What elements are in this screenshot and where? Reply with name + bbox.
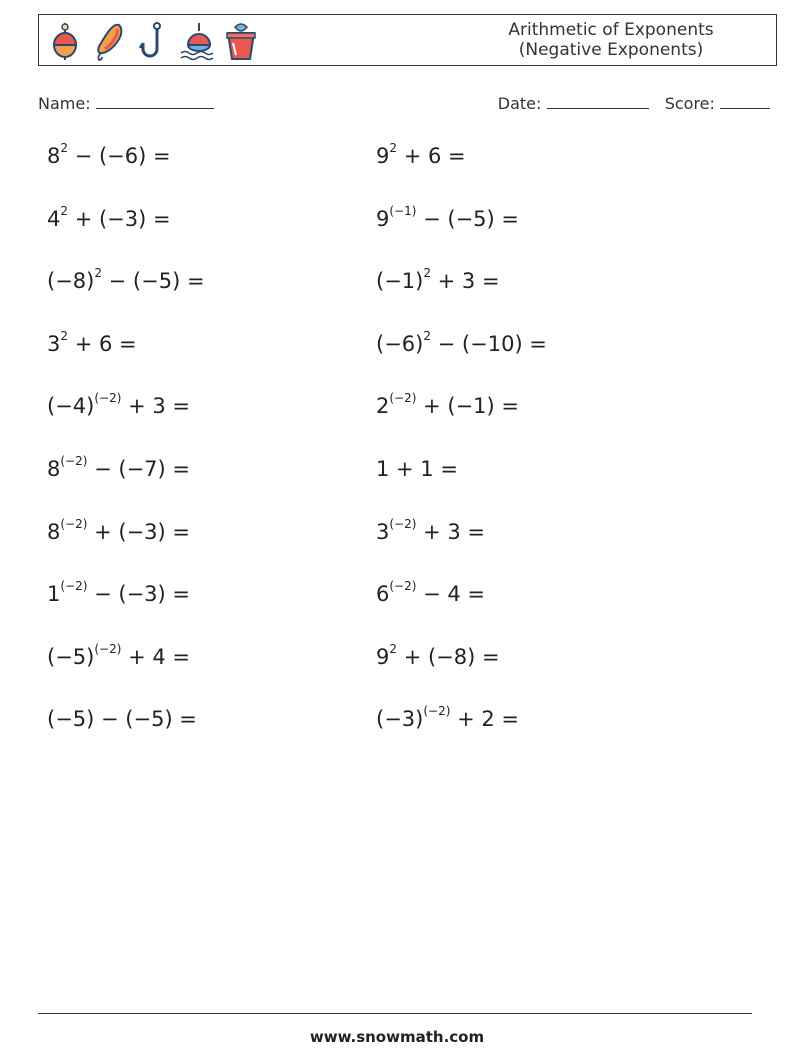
problem-operation: + 4 = xyxy=(121,644,190,669)
problem-exponent: (−2) xyxy=(389,516,417,531)
problem-exponent: (−2) xyxy=(389,579,417,594)
problem-exponent: 2 xyxy=(423,328,431,343)
problem-base: (−1) xyxy=(376,269,424,294)
problem-operation: − (−3) = xyxy=(87,582,190,607)
problem-exponent: (−1) xyxy=(389,203,417,218)
problem-operation: + (−3) = xyxy=(68,206,171,231)
problem-base: (−5) xyxy=(47,644,95,669)
problem-exponent: (−2) xyxy=(94,391,122,406)
name-field[interactable] xyxy=(38,92,214,113)
problem-base: (−4) xyxy=(47,394,95,419)
problem-exponent: (−2) xyxy=(389,391,417,406)
math-problem xyxy=(376,266,500,294)
problem-exponent: (−2) xyxy=(94,641,122,656)
fish-bucket-icon xyxy=(223,21,259,61)
problem-exponent: 2 xyxy=(60,141,69,155)
problem-exponent: (−2) xyxy=(423,704,451,719)
score-label: Score: xyxy=(664,94,715,113)
score-blank-line[interactable] xyxy=(720,92,770,109)
problem-operation: − (−10) = xyxy=(430,331,547,356)
math-problem xyxy=(376,641,500,669)
fishing-float-icon xyxy=(47,21,83,61)
problem-base: 8 xyxy=(47,519,61,544)
problem-base: 8 xyxy=(47,457,61,481)
problem-base: 2 xyxy=(376,394,390,419)
problem-base: 8 xyxy=(47,144,61,168)
problem-exponent: (−2) xyxy=(60,579,88,594)
fishing-hook-icon xyxy=(135,21,171,61)
worksheet-title: Arithmetic of Exponents (Negative Exponents) xyxy=(508,20,714,60)
math-problem xyxy=(47,328,137,356)
problem-operation: − 4 = xyxy=(416,582,486,607)
problem-exponent: 2 xyxy=(60,328,69,343)
problem-operation: + (−8) = xyxy=(397,644,500,669)
math-problem xyxy=(376,203,519,231)
problem-operation: − (−7) = xyxy=(87,457,190,481)
problem-exponent: (−2) xyxy=(60,516,88,531)
math-problem xyxy=(376,457,458,481)
name-blank-line[interactable] xyxy=(96,92,214,109)
problem-base: 4 xyxy=(47,206,61,231)
footer-website: www.snowmath.com xyxy=(309,1028,485,1046)
problem-base: 6 xyxy=(376,582,390,607)
math-problem xyxy=(47,266,205,294)
problem-base: (−3) xyxy=(376,707,424,732)
problem-exponent: (−2) xyxy=(60,454,88,468)
math-problem xyxy=(47,579,190,607)
date-blank-line[interactable] xyxy=(547,92,649,109)
math-problem xyxy=(376,516,486,544)
math-problem xyxy=(47,391,190,419)
problem-base: 1 xyxy=(47,582,61,607)
student-info-row xyxy=(38,92,770,116)
problem-operation: + 6 = xyxy=(68,331,137,356)
problem-operation: − (−5) = xyxy=(101,269,205,294)
math-problem xyxy=(376,704,519,732)
problem-operation: + 3 = xyxy=(121,394,190,419)
problem-exponent: 2 xyxy=(60,203,69,218)
problem-operation: − (−5) = xyxy=(416,206,519,231)
math-problem xyxy=(47,141,171,168)
bobber-in-water-icon xyxy=(179,21,215,61)
problem-exponent: 2 xyxy=(389,641,398,656)
problem-operation: + (−3) = xyxy=(87,519,190,544)
problem-base: (−8) xyxy=(47,269,95,294)
footer-divider xyxy=(38,1013,752,1014)
problem-base: (−6) xyxy=(376,331,424,356)
math-problem xyxy=(376,579,486,607)
math-problem xyxy=(47,707,197,731)
problem-exponent: 2 xyxy=(94,266,102,281)
problem-base: 9 xyxy=(376,144,390,168)
math-problem xyxy=(376,328,547,356)
math-problem xyxy=(47,454,190,481)
problem-operation: − (−6) = xyxy=(68,144,171,168)
date-score-fields xyxy=(498,92,770,113)
problem-base: 9 xyxy=(376,206,390,231)
problem-base: 1 + 1 = xyxy=(376,457,458,481)
problem-operation: + 3 = xyxy=(416,519,486,544)
fishing-lure-icon xyxy=(91,21,127,61)
math-problem xyxy=(47,203,171,231)
problem-base: 3 xyxy=(47,331,61,356)
problem-operation: + (−1) = xyxy=(416,394,519,419)
problem-exponent: 2 xyxy=(389,141,398,155)
problem-base: (−5) − (−5) = xyxy=(47,707,197,732)
problem-base: 3 xyxy=(376,519,390,544)
math-problem xyxy=(376,391,519,419)
math-problem xyxy=(47,516,190,544)
date-label: Date: xyxy=(497,94,542,113)
problem-operation: + 6 = xyxy=(397,144,466,168)
worksheet-header xyxy=(38,14,777,66)
problem-operation: + 2 = xyxy=(450,707,519,732)
math-problem xyxy=(376,141,466,168)
math-problem xyxy=(47,641,190,669)
problem-operation: + 3 = xyxy=(430,269,500,294)
header-icons xyxy=(47,19,259,63)
problem-exponent: 2 xyxy=(423,266,431,281)
problem-base: 9 xyxy=(376,644,390,669)
name-label: Name: xyxy=(38,94,91,113)
